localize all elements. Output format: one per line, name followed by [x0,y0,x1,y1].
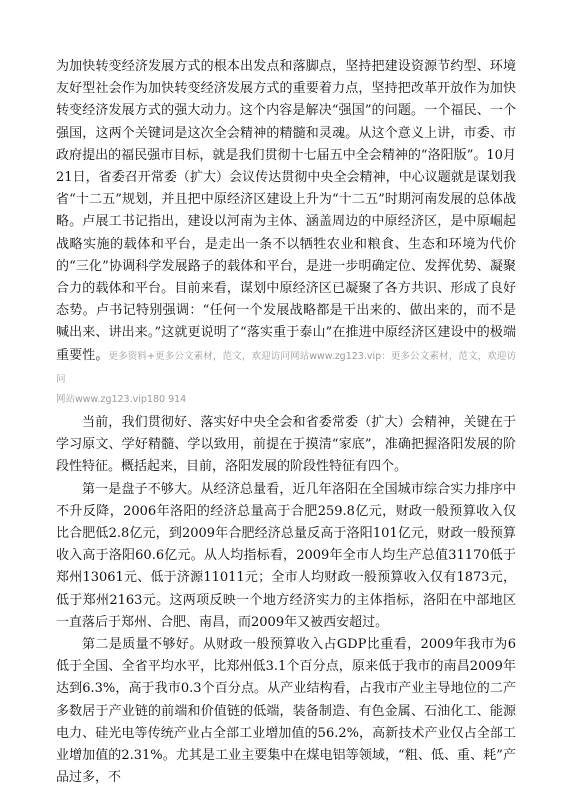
paragraph-3: 第一是盘子不够大。从经济总量看，近几年洛阳在全国城市综合实力排序中不升反降，2006年洛阳的经济总量高于合肥259.8亿元，财政一般预算收入仅比合肥低2.8亿元，到2009年合肥经济总量反高于洛阳101亿元，财政一般预算收入高于洛阳60.6亿元。从人均指标看，2009年全市人均生产总值31170低于郑州13061元、低于济源11011元；全市人均财政一般预算收入仅有1873元，低于郑州2163元。这两项反映一个地方经济实力的主体指标，洛阳在中部地区一直落后于郑州、合肥、南昌，而2009年又被西安超过。 [56,481,516,630]
paragraph-2: 当前，我们贯彻好、落实好中央全会和省委常委（扩大）会精神，关键在于学习原文、学好精髓、学以致用，前提在于摸清“家底”，准确把握洛阳发展的阶段性特征。概括起来，目前，洛阳发展的阶段性特征有四个。 [56,415,516,475]
paragraph-1-text: 为加快转变经济发展方式的根本出发点和落脚点，坚持把建设资源节约型、环境友好型社会作为加快转变经济发展方式的重要着力点，坚持把改革开放作为加快转变经济发展方式的强大动力。这个内容是解决“强国”的问题。一个福民、一个强国，这两个关键词是这次全会精神的精髓和灵魂。从这个意义上讲，市委、市政府提出的福民强市目标，就是我们贯彻十七届五中全会精神的“洛阳版”。10月21日，省委召开常委（扩大）会议传达贯彻中央全会精神，中心议题就是谋划我省“十二五”规划，并且把中原经济区建设上升为“十二五”时期河南发展的总体战略。卢展工书记指出，建设以河南为主体、涵盖周边的中原经济区，是中原崛起战略实施的载体和平台，是走出一条不以牺牲农业和粮食、生态和环境为代价的“三化”协调科学发展路子的载体和平台，是进一步明确定位、发挥优势、凝聚合力的载体和平台。目前来看，谋划中原经济区已凝聚了各方共识、形成了良好态势。卢书记特别强调：“任何一个发展战略都是干出来的、做出来的，而不是喊出来、讲出来。”这就更说明了“落实重于泰山”在推进中原经济区建设中的极端重要性。 [56,59,516,363]
watermark-line: 网站www.zg123.vip180 914 [56,394,187,406]
document-body [56,56,516,790]
paragraph-1 [56,56,516,391]
paragraph-4: 第二是质量不够好。从财政一般预算收入占GDP比重看，2009年我市为6低于全国、全省平均水平，比郑州低3.1个百分点，原来低于我市的南昌2009年达到6.3%，高于我市0.3个百分点。从产业结构看，占我市产业主导地位的二产多数居于产业链的前端和价值链的低端，装备制造、有色金属、石油化工、能源电力、硅光电等传统产业占全部工业增加值的56.2%，高新技术产业仅占全部工业增加值的2.31%。尤其是工业主要集中在煤电铝等领域，“粗、低、重、耗”产品过多，不 [56,637,516,786]
watermark-inline: 更多资料+更多公文素材，范文，欢迎访问网站www.zg123.vip：更多公文素材，范文，欢迎访问 [56,350,516,385]
